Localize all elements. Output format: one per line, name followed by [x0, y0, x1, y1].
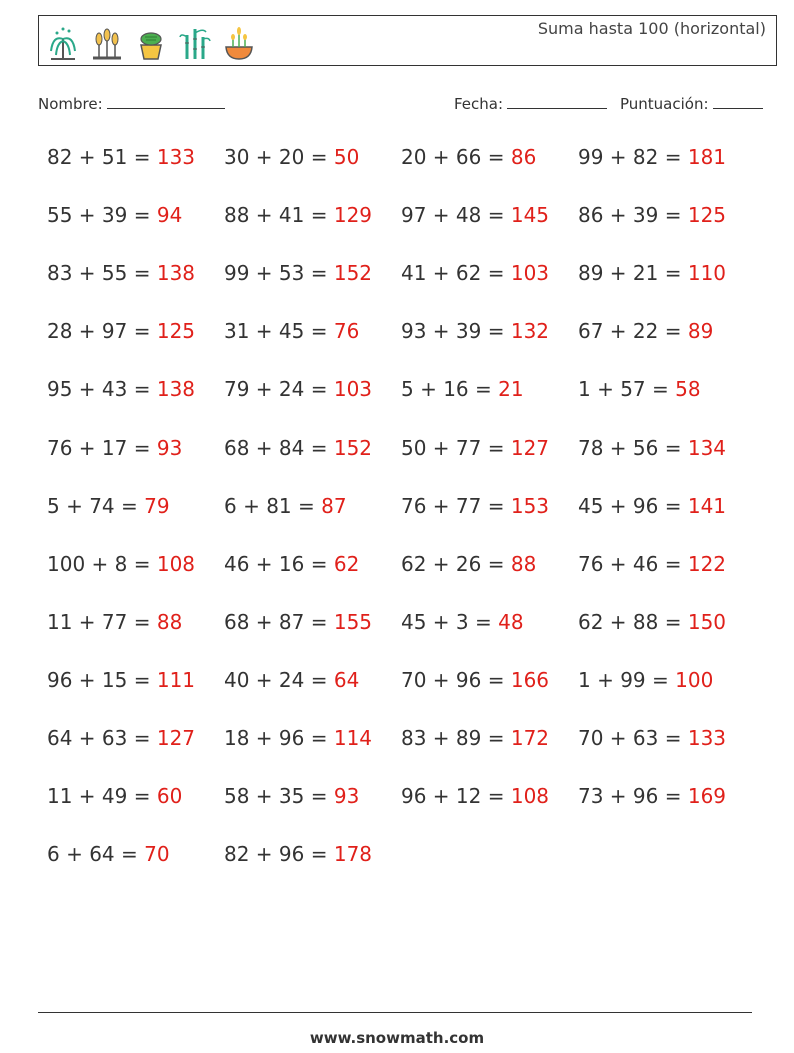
problem-answer: 181 — [687, 145, 727, 169]
problem-answer: 152 — [333, 435, 373, 460]
problem-answer: 108 — [156, 551, 196, 576]
problem-answer: 58 — [675, 377, 701, 402]
problem-item — [578, 145, 726, 169]
date-line[interactable] — [507, 94, 607, 109]
problem-item — [401, 784, 549, 808]
name-line[interactable] — [107, 94, 225, 109]
problem-item — [47, 261, 195, 285]
problem-question: 93 + 39 = — [401, 319, 511, 344]
problem-question: 20 + 66 = — [401, 145, 511, 169]
problem-answer: 62 — [333, 551, 360, 576]
problem-row — [47, 784, 767, 814]
potted-sprout-icon — [221, 25, 257, 61]
problem-question: 6 + 81 = — [224, 493, 322, 518]
problem-question: 11 + 49 = — [47, 784, 157, 809]
problem-answer: 166 — [510, 667, 550, 692]
problem-row — [47, 319, 767, 349]
problem-row — [47, 261, 767, 291]
problem-answer: 50 — [333, 145, 360, 169]
problem-question: 97 + 48 = — [401, 203, 511, 228]
score-label: Puntuación: — [620, 95, 709, 113]
problem-question: 78 + 56 = — [578, 435, 688, 460]
problem-item — [47, 726, 195, 750]
problem-answer: 141 — [687, 493, 727, 518]
problem-question: 89 + 21 = — [578, 261, 688, 286]
problem-question: 62 + 26 = — [401, 551, 511, 576]
problem-item — [224, 377, 372, 401]
problem-item — [578, 319, 713, 343]
problem-item — [47, 552, 195, 576]
problem-item — [47, 842, 170, 866]
problem-question: 82 + 96 = — [224, 842, 334, 867]
problem-question: 68 + 84 = — [224, 435, 334, 460]
problem-answer: 169 — [687, 784, 727, 809]
problem-item — [401, 552, 536, 576]
problem-item — [224, 203, 372, 227]
problem-question: 88 + 41 = — [224, 203, 334, 228]
problem-row — [47, 610, 767, 640]
problem-row — [47, 726, 767, 756]
problem-item — [578, 377, 701, 401]
problem-question: 67 + 22 = — [578, 319, 688, 344]
score-field — [620, 94, 763, 113]
name-label: Nombre: — [38, 95, 103, 113]
problem-answer: 103 — [333, 377, 373, 402]
date-label: Fecha: — [454, 95, 504, 113]
problem-row — [47, 668, 767, 698]
problem-question: 41 + 62 = — [401, 261, 511, 286]
problem-item — [578, 203, 726, 227]
problem-answer: 134 — [687, 435, 727, 460]
problem-item — [224, 784, 359, 808]
problem-question: 76 + 77 = — [401, 493, 511, 518]
problem-answer: 133 — [156, 145, 196, 169]
score-line[interactable] — [713, 94, 763, 109]
problem-answer: 111 — [156, 667, 196, 692]
problem-answer: 127 — [156, 726, 196, 750]
problem-item — [224, 494, 347, 518]
problem-question: 86 + 39 = — [578, 203, 688, 228]
problem-answer: 21 — [498, 377, 524, 402]
problem-item — [224, 552, 359, 576]
problem-question: 99 + 82 = — [578, 145, 688, 169]
problem-question: 96 + 15 = — [47, 667, 157, 692]
problem-item — [401, 377, 524, 401]
problem-row — [47, 494, 767, 524]
problem-answer: 86 — [510, 145, 537, 169]
problem-answer: 127 — [510, 435, 550, 460]
worksheet-title: Suma hasta 100 (horizontal) — [537, 19, 766, 38]
problem-answer: 100 — [675, 667, 714, 692]
problem-question: 96 + 12 = — [401, 784, 511, 809]
problem-answer: 79 — [144, 493, 170, 518]
problem-answer: 133 — [687, 726, 727, 750]
problem-row — [47, 552, 767, 582]
problem-question: 95 + 43 = — [47, 377, 157, 402]
problem-question: 28 + 97 = — [47, 319, 157, 344]
problem-item — [224, 145, 359, 169]
problem-item — [224, 610, 372, 634]
problem-question: 64 + 63 = — [47, 726, 157, 750]
problem-item — [224, 261, 372, 285]
problem-question: 82 + 51 = — [47, 145, 157, 169]
problem-item — [401, 145, 536, 169]
problem-answer: 150 — [687, 609, 727, 634]
problem-item — [401, 494, 549, 518]
problem-question: 50 + 77 = — [401, 435, 511, 460]
potted-plant-icon — [133, 25, 169, 61]
problem-item — [401, 610, 524, 634]
problem-answer: 87 — [321, 493, 347, 518]
problem-item — [224, 842, 372, 866]
problem-answer: 93 — [333, 784, 360, 809]
problem-item — [224, 668, 359, 692]
problem-answer: 114 — [333, 726, 373, 750]
header-icons — [45, 21, 257, 61]
problem-answer: 152 — [333, 261, 373, 286]
problem-item — [47, 494, 170, 518]
problem-question: 1 + 57 = — [578, 377, 676, 402]
problem-question: 79 + 24 = — [224, 377, 334, 402]
problem-question: 31 + 45 = — [224, 319, 334, 344]
problem-question: 45 + 3 = — [401, 609, 499, 634]
problem-item — [578, 610, 726, 634]
problem-answer: 70 — [144, 842, 170, 867]
problem-question: 100 + 8 = — [47, 551, 157, 576]
problem-item — [47, 668, 195, 692]
problem-answer: 89 — [687, 319, 714, 344]
problem-item — [401, 668, 549, 692]
problem-item — [578, 261, 726, 285]
problem-question: 6 + 64 = — [47, 842, 145, 867]
problem-question: 55 + 39 = — [47, 203, 157, 228]
problem-question: 73 + 96 = — [578, 784, 688, 809]
problem-question: 58 + 35 = — [224, 784, 334, 809]
problem-question: 1 + 99 = — [578, 667, 676, 692]
problem-question: 5 + 16 = — [401, 377, 499, 402]
problem-item — [578, 436, 726, 460]
problem-item — [224, 436, 372, 460]
problem-question: 45 + 96 = — [578, 493, 688, 518]
problem-question: 30 + 20 = — [224, 145, 334, 169]
problem-row — [47, 842, 767, 872]
problem-question: 46 + 16 = — [224, 551, 334, 576]
willow-tree-icon — [45, 25, 81, 61]
problem-item — [578, 784, 726, 808]
problem-row — [47, 145, 767, 175]
problem-question: 5 + 74 = — [47, 493, 145, 518]
problem-item — [47, 610, 182, 634]
problem-item — [578, 552, 726, 576]
problem-answer: 132 — [510, 319, 550, 344]
problem-item — [401, 436, 549, 460]
problem-answer: 64 — [333, 667, 360, 692]
problem-answer: 103 — [510, 261, 550, 286]
problem-answer: 108 — [510, 784, 550, 809]
problem-question: 70 + 96 = — [401, 667, 511, 692]
problem-answer: 178 — [333, 842, 373, 867]
problem-item — [47, 784, 182, 808]
worksheet-header — [38, 15, 777, 66]
problem-item — [224, 319, 359, 343]
name-field — [38, 94, 225, 113]
problem-question: 83 + 55 = — [47, 261, 157, 286]
problem-question: 76 + 46 = — [578, 551, 688, 576]
problem-answer: 153 — [510, 493, 550, 518]
problem-item — [401, 319, 549, 343]
problem-row — [47, 436, 767, 466]
problem-answer: 125 — [687, 203, 727, 228]
footer-divider — [38, 1012, 752, 1013]
problem-question: 62 + 88 = — [578, 609, 688, 634]
problem-row — [47, 377, 767, 407]
problem-question: 70 + 63 = — [578, 726, 688, 750]
problem-item — [578, 726, 726, 750]
problem-answer: 155 — [333, 609, 373, 634]
problem-item — [47, 203, 182, 227]
problem-question: 18 + 96 = — [224, 726, 334, 750]
problem-item — [47, 436, 182, 460]
problem-item — [401, 203, 549, 227]
problem-item — [224, 726, 372, 750]
problem-item — [401, 726, 549, 750]
bamboo-icon — [177, 25, 213, 61]
problem-item — [47, 145, 195, 169]
problem-answer: 48 — [498, 609, 524, 634]
problem-answer: 129 — [333, 203, 373, 228]
problem-item — [47, 377, 195, 401]
problem-answer: 110 — [687, 261, 727, 286]
problem-item — [47, 319, 195, 343]
problem-question: 11 + 77 = — [47, 609, 157, 634]
problem-answer: 125 — [156, 319, 196, 344]
wheat-icon — [89, 25, 125, 61]
date-field — [454, 94, 607, 113]
problem-answer: 88 — [510, 551, 537, 576]
footer-url: www.snowmath.com — [309, 1029, 485, 1047]
problem-question: 83 + 89 = — [401, 726, 511, 750]
problem-item — [578, 668, 713, 692]
problem-answer: 60 — [156, 784, 183, 809]
problem-question: 68 + 87 = — [224, 609, 334, 634]
problem-answer: 94 — [156, 203, 183, 228]
problem-question: 40 + 24 = — [224, 667, 334, 692]
problem-answer: 138 — [156, 261, 196, 286]
problem-answer: 122 — [687, 551, 727, 576]
problem-answer: 138 — [156, 377, 196, 402]
problem-row — [47, 203, 767, 233]
problem-answer: 145 — [510, 203, 550, 228]
problem-answer: 76 — [333, 319, 360, 344]
problem-question: 99 + 53 = — [224, 261, 334, 286]
problem-question: 76 + 17 = — [47, 435, 157, 460]
problem-answer: 88 — [156, 609, 183, 634]
problem-answer: 93 — [156, 435, 183, 460]
problem-item — [401, 261, 549, 285]
problem-item — [578, 494, 726, 518]
problem-answer: 172 — [510, 726, 550, 750]
